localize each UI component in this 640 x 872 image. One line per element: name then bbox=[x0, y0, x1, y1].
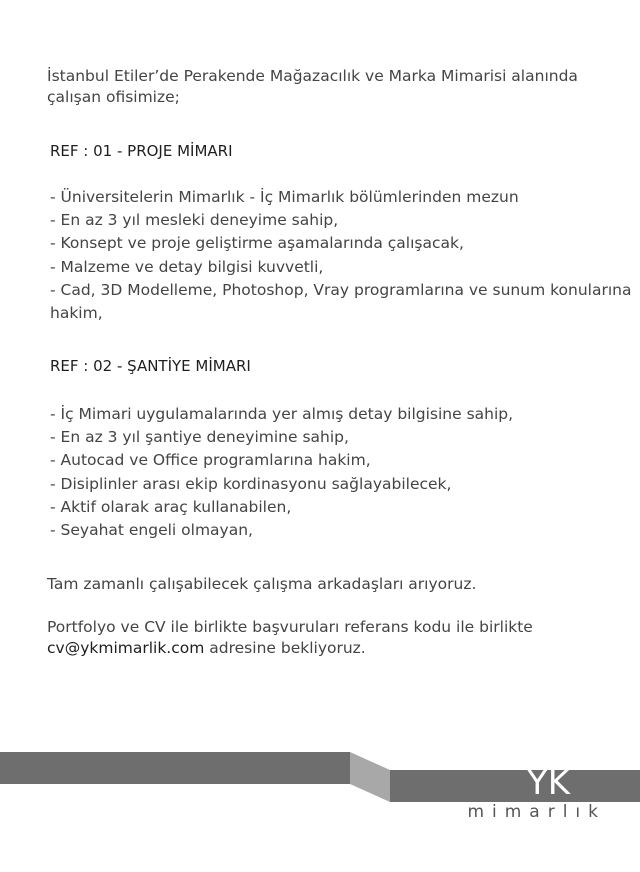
ref-01-title: REF : 01 - PROJE MİMARI bbox=[50, 142, 233, 160]
footer-band-dark-left bbox=[0, 752, 350, 784]
requirement-item: - İç Mimari uygulamalarında yer almış detay bilgisine sahip, bbox=[50, 405, 514, 423]
logo-wordmark: mimarlık bbox=[467, 802, 606, 822]
closing-text: Tam zamanlı çalışabilecek çalışma arkadaşları arıyoruz. bbox=[47, 575, 477, 593]
requirement-item: - Disiplinler arası ekip kordinasyonu sağlayabilecek, bbox=[50, 474, 452, 493]
contact-email-link[interactable]: cv@ykmimarlik.com bbox=[47, 639, 205, 657]
requirement-item: - En az 3 yıl şantiye deneyimine sahip, bbox=[50, 428, 349, 447]
requirement-item: - Cad, 3D Modelleme, Photoshop, Vray programlarına ve sunum konularına hakim, bbox=[50, 280, 632, 323]
requirement-item: - Aktif olarak araç kullanabilen, bbox=[50, 497, 292, 516]
requirement-item: - Seyahat engeli olmayan, bbox=[50, 521, 253, 540]
requirement-item: - Malzeme ve detay bilgisi kuvvetli, bbox=[50, 257, 324, 276]
company-logo bbox=[467, 763, 606, 822]
intro-text: İstanbul Etiler’de Perakende Mağazacılık ve Marka Mimarisi alanında çalışan ofisimize; bbox=[47, 67, 578, 106]
footer-band-light-fold bbox=[350, 752, 390, 802]
application-text-before: Portfolyo ve CV ile birlikte başvuruları referans kodu ile birlikte bbox=[47, 618, 533, 636]
application-text-after: adresine bekliyoruz. bbox=[209, 639, 366, 657]
requirement-item: - Autocad ve Office programlarına hakim, bbox=[50, 451, 371, 470]
application-text bbox=[47, 617, 627, 659]
ref-02-title: REF : 02 - ŞANTİYE MİMARI bbox=[50, 357, 251, 375]
requirement-item: - Konsept ve proje geliştirme aşamalarında çalışacak, bbox=[50, 234, 464, 253]
ref-01-requirements bbox=[50, 186, 635, 325]
requirement-item: - Üniversitelerin Mimarlık - İç Mimarlık bölümlerinden mezun bbox=[50, 188, 519, 206]
logo-mark: YK bbox=[526, 763, 570, 803]
requirement-item: - En az 3 yıl mesleki deneyime sahip, bbox=[50, 211, 339, 230]
ref-02-requirements bbox=[50, 403, 635, 542]
